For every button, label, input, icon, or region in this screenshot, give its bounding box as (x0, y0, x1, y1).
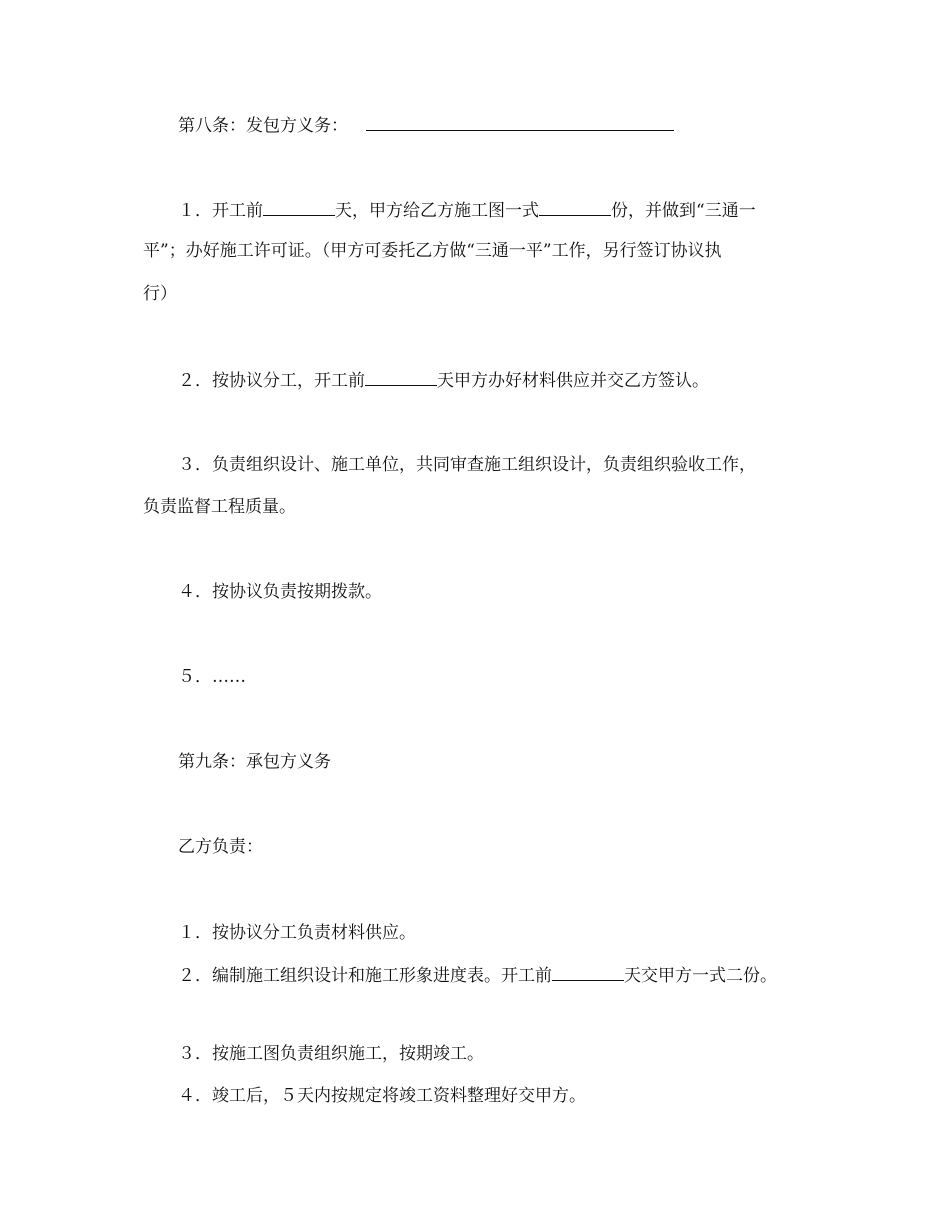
article-8-blank-field[interactable] (366, 114, 674, 131)
article-8-item-1-line-1 (143, 199, 868, 222)
item-text: ２．编制施工组织设计和施工形象进度表。开工前 (178, 966, 552, 986)
material-days-blank[interactable] (365, 369, 437, 386)
article-9-item-4: ４．竣工后，５天内按规定将竣工资料整理好交甲方。 (178, 1086, 586, 1106)
article-9-subheading: 乙方负责： (178, 837, 263, 857)
item-text: 天交甲方一式二份。 (624, 966, 777, 986)
days-before-start-blank[interactable] (263, 199, 335, 216)
article-8-item-5: ５．…… (178, 667, 246, 687)
article-8-item-4: ４．按协议负责按期拨款。 (178, 582, 382, 602)
article-9-item-1: １．按协议分工负责材料供应。 (178, 923, 416, 943)
article-8-item-3-line-2: 负责监督工程质量。 (143, 497, 296, 517)
item-text: ２．按协议分工，开工前 (178, 371, 365, 391)
drawing-copies-blank[interactable] (539, 199, 611, 216)
article-8-item-3-line-1: ３．负责组织设计、施工单位，共同审查施工组织设计，负责组织验收工作， (178, 455, 756, 475)
article-9-item-3: ３．按施工图负责组织施工，按期竣工。 (178, 1044, 484, 1064)
article-8-item-2 (143, 369, 868, 392)
item-text: 天甲方办好材料供应并交乙方签认。 (437, 371, 709, 391)
item-text: １．开工前 (178, 201, 263, 221)
article-8-item-1-line-3: 行） (143, 284, 177, 304)
schedule-days-blank[interactable] (552, 964, 624, 981)
article-8-heading: 第八条：发包方义务： (178, 116, 348, 136)
item-text: 份，并做到“三通一 (611, 201, 756, 221)
article-9-item-2 (143, 964, 868, 987)
item-text: 天，甲方给乙方施工图一式 (335, 201, 539, 221)
article-9-heading: 第九条：承包方义务 (178, 752, 331, 772)
article-8-item-1-line-2: 平”；办好施工许可证。（甲方可委托乙方做“三通一平”工作，另行签订协议执 (143, 241, 722, 261)
article-8-heading-line (143, 114, 868, 137)
